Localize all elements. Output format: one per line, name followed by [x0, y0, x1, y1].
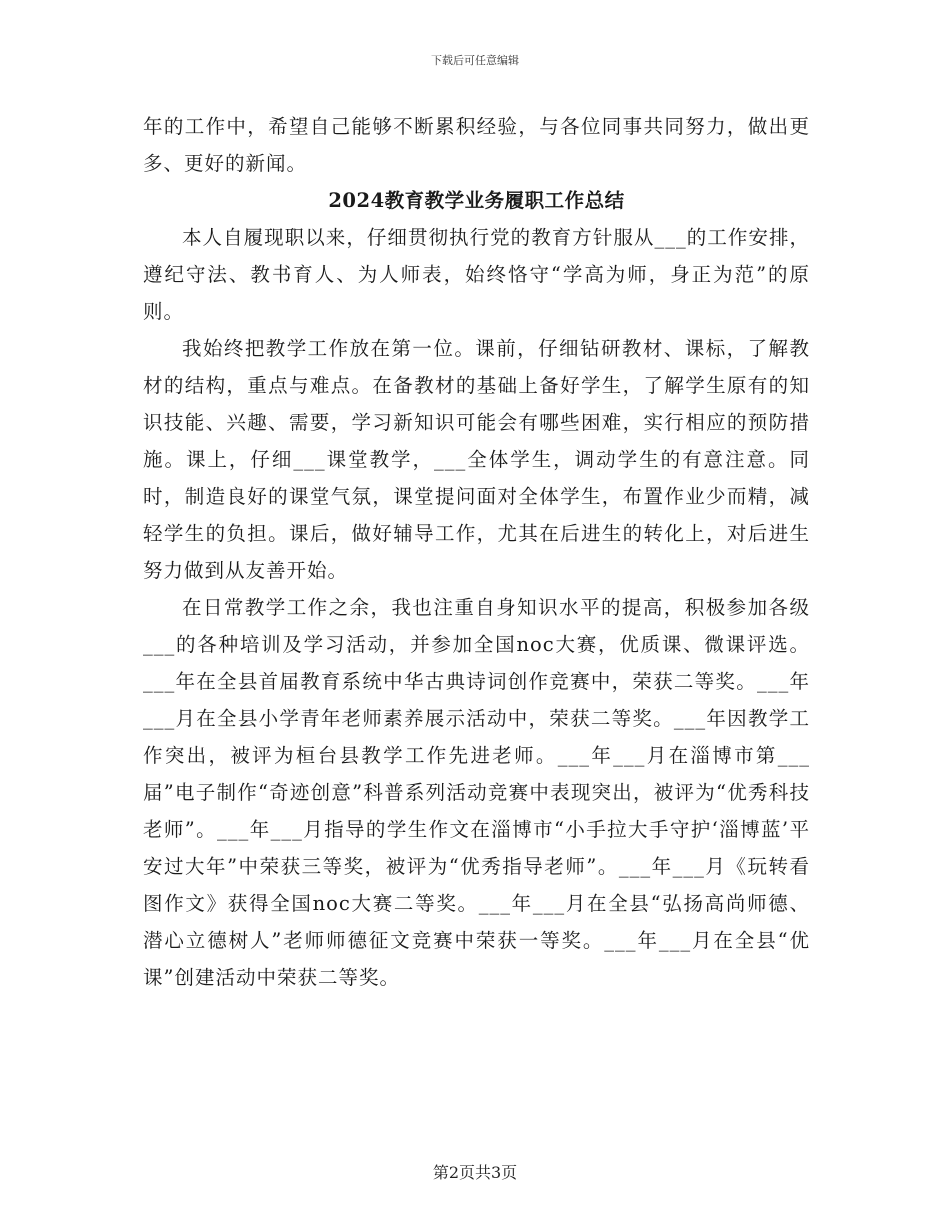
page-header-note: 下载后可任意编辑 — [431, 54, 519, 67]
paragraph-2: 我始终把教学工作放在第一位。课前，仔细钻研教材、课标，了解教材的结构，重点与难点。在备教材的基础上备好学生，了解学生原有的知识技能、兴趣、需要，学习新知识可能会有哪些困难，实行相应的预防措施。课上，仔细___课堂教学，___全体学生，调动学生的有意注意。同时，制造良好的课堂气氛，课堂提问面对全体学生，布置作业少而精，减轻学生的负担。课后，做好辅导工作，尤其在后进生的转化上，对后进生努力做到从友善开始。 — [143, 337, 810, 582]
page-number-footer: 第2页共3页 — [432, 1163, 518, 1182]
document-body — [143, 108, 810, 996]
continuation-paragraph: 年的工作中，希望自己能够不断累积经验，与各位同事共同努力，做出更多、更好的新闻。 — [143, 115, 810, 175]
document-title: 2024教育教学业务履职工作总结 — [328, 189, 625, 212]
paragraph-3: 在日常教学工作之余，我也注重自身知识水平的提高，积极参加各级___的各种培训及学习活动，并参加全国noc大赛，优质课、微课评选。___年在全县首届教育系统中华古典诗词创作竞赛中，荣获二等奖。___年___月在全县小学青年老师素养展示活动中，荣获二等奖。___年因教学工作突出，被评为桓台县教学工作先进老师。___年___月在淄博市第___届”电子制作“奇迹创意”科普系列活动竞赛中表现突出，被评为“优秀科技老师”。___年___月指导的学生作文在淄博市“小手拉大手守护‘淄博蓝’平安过大年”中荣获三等奖，被评为“优秀指导老师”。___年___月《玩转看图作文》获得全国noc大赛二等奖。___年___月在全县“弘扬高尚师德、潜心立德树人”老师师德征文竞赛中荣获一等奖。___年___月在全县“优课”创建活动中荣获二等奖。 — [143, 596, 810, 989]
paragraph-1: 本人自履现职以来，仔细贯彻执行党的教育方针服从___的工作安排，遵纪守法、教书育人、为人师表，始终恪守“学高为师，身正为范”的原则。 — [143, 226, 810, 323]
